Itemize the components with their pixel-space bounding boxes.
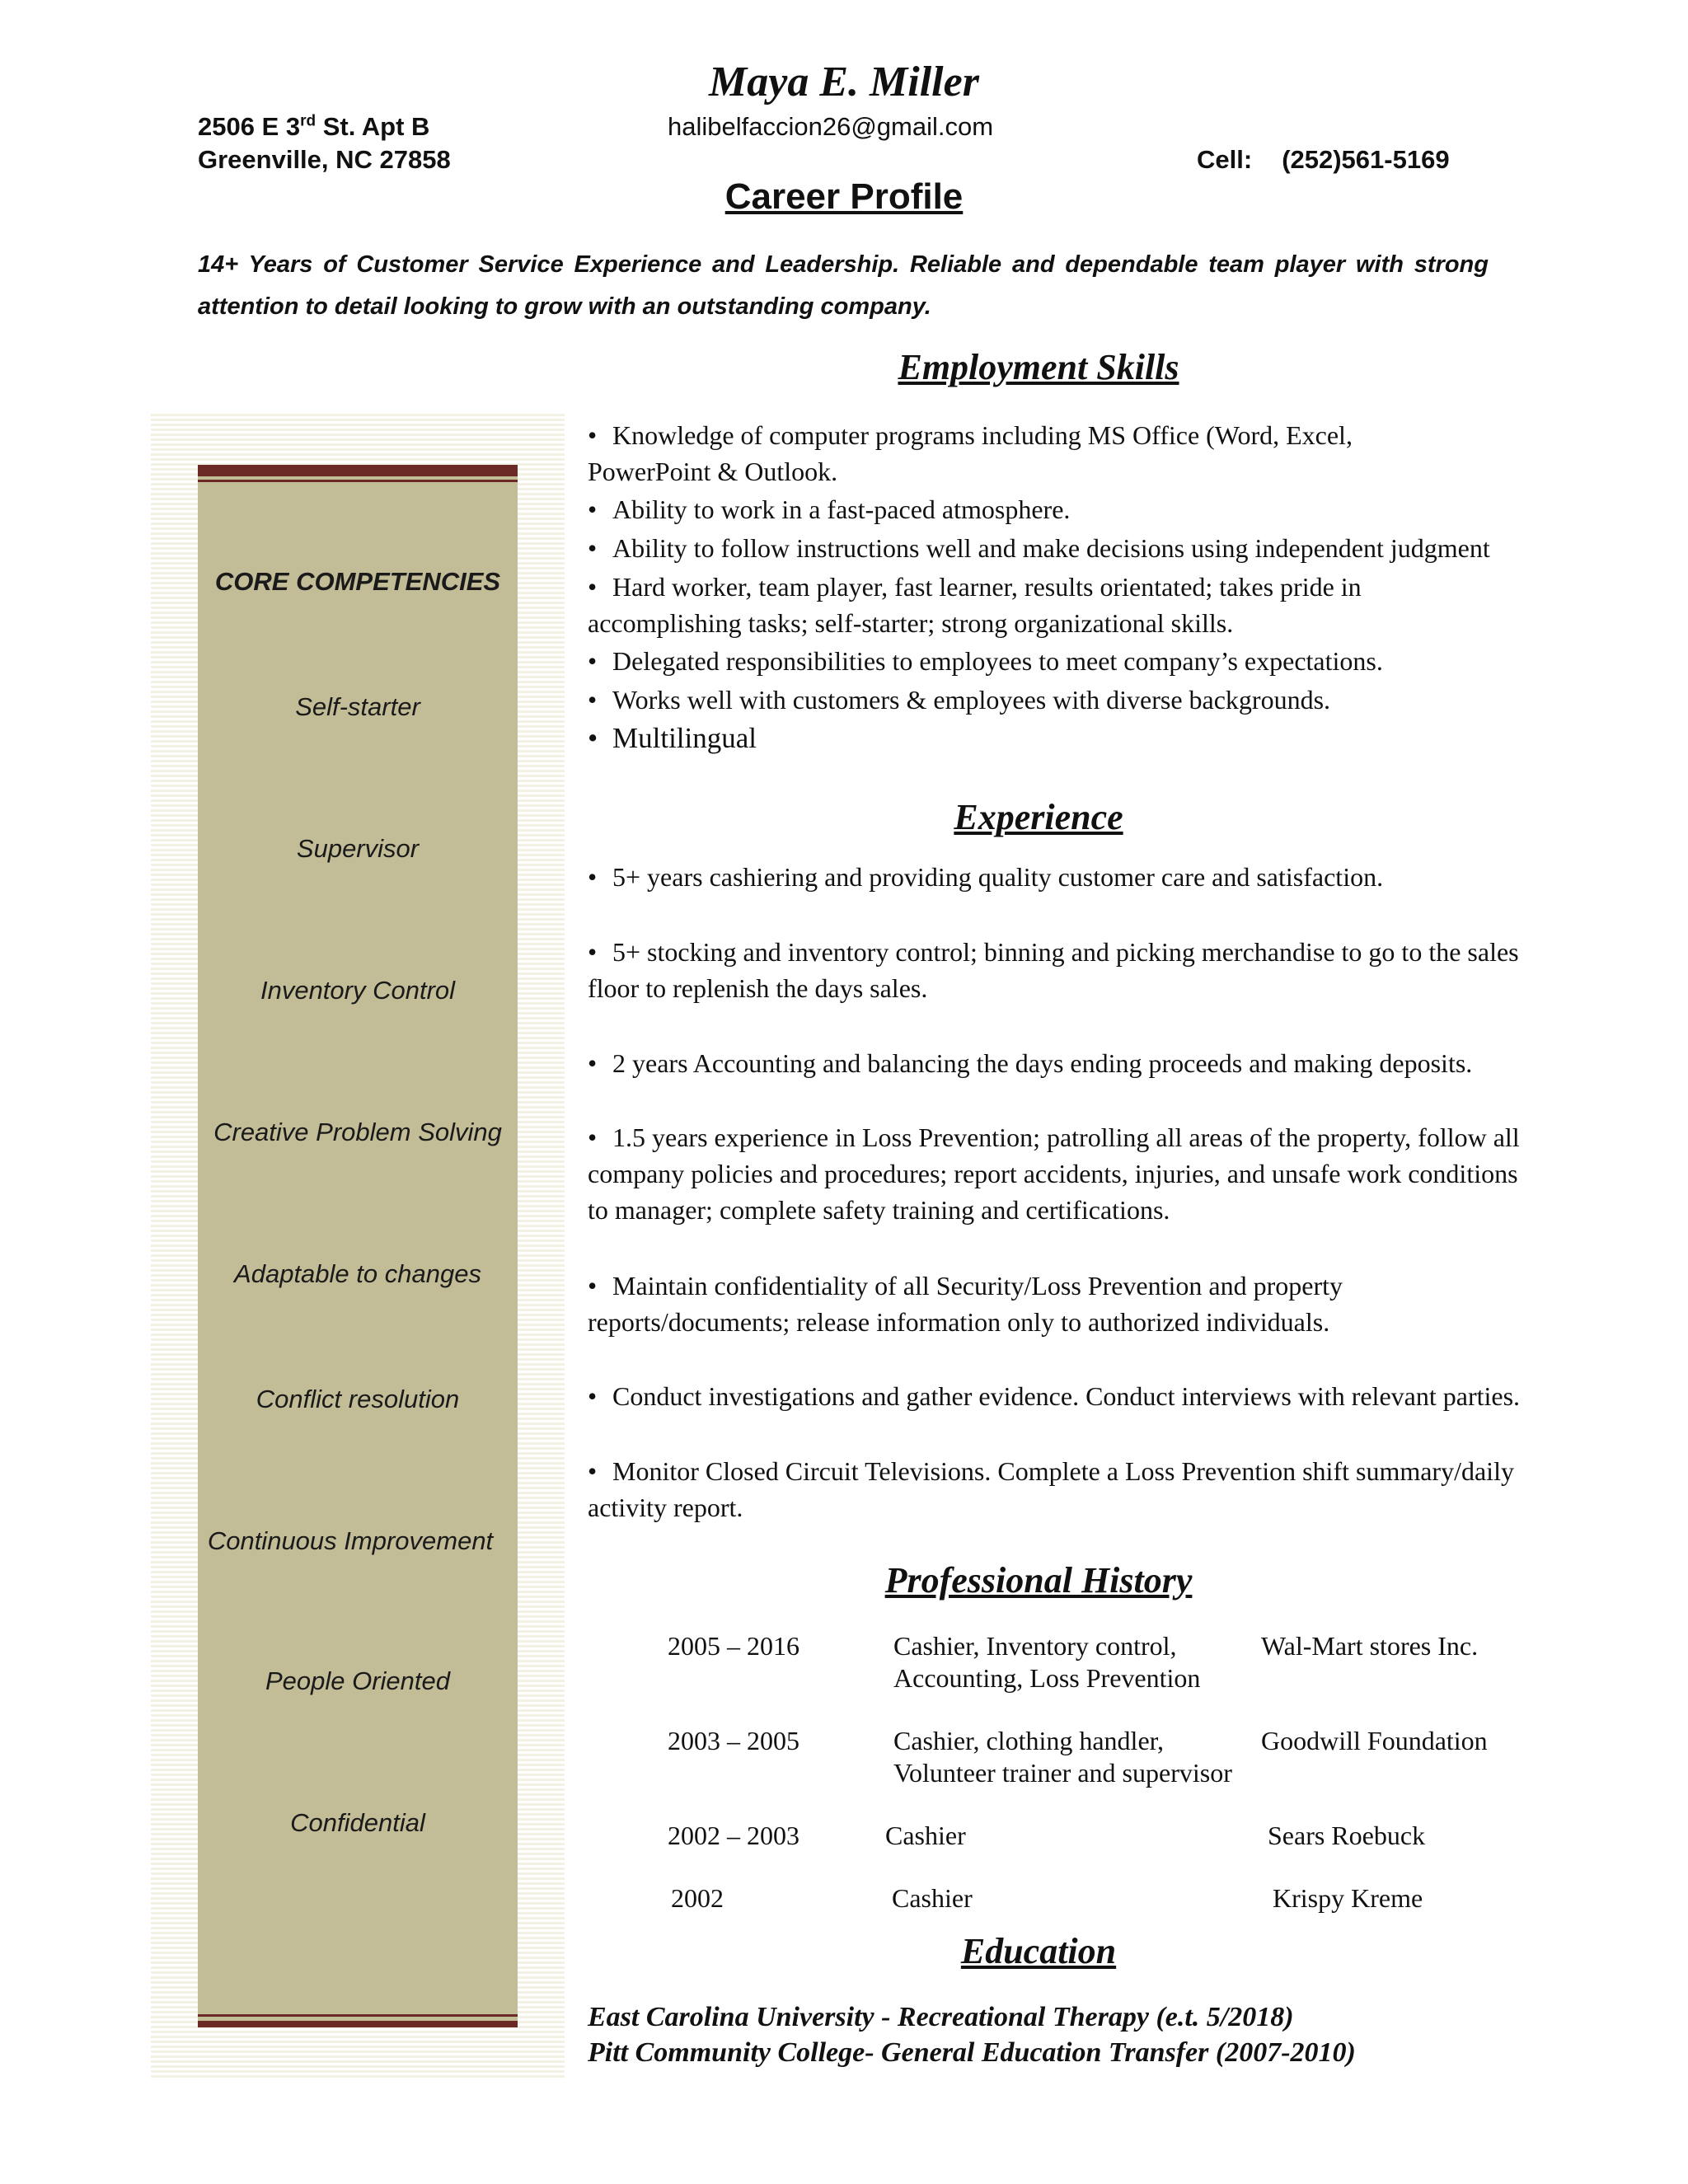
career-profile-title: Career Profile bbox=[724, 176, 964, 217]
competency-item: Conflict resolution bbox=[256, 1385, 460, 1413]
history-employer: Wal-Mart stores Inc. bbox=[1261, 1631, 1479, 1661]
experience-title: Experience bbox=[954, 797, 1123, 837]
competency-item: Continuous Improvement bbox=[207, 1526, 494, 1555]
experience-item: • Conduct investigations and gather evidence. Conduct interviews with relevant parties. bbox=[588, 1381, 1521, 1411]
competency-item: Adaptable to changes bbox=[234, 1259, 481, 1288]
professional-history-title: Professional History bbox=[884, 1560, 1193, 1601]
skill-item: • Multilingual bbox=[588, 722, 757, 754]
cell-phone bbox=[1197, 145, 1450, 175]
competency-item: Inventory Control bbox=[260, 976, 456, 1005]
cell-number: (252)561-5169 bbox=[1282, 145, 1450, 174]
email-address: halibelfaccion26@gmail.com bbox=[668, 112, 994, 141]
history-role: Cashier, Inventory control, Accounting, Loss Prevention bbox=[893, 1631, 1201, 1693]
experience-item: • 5+ stocking and inventory control; binning and picking merchandise to go to the sales floor to replenish the days sales. bbox=[588, 937, 1519, 1003]
history-years: 2003 – 2005 bbox=[668, 1726, 799, 1755]
history-years: 2002 bbox=[671, 1883, 724, 1913]
experience-item: • Monitor Closed Circuit Televisions. Complete a Loss Prevention shift summary/daily activity report. bbox=[588, 1456, 1514, 1522]
panel-top-rule bbox=[198, 465, 518, 476]
competency-item: People Oriented bbox=[265, 1666, 451, 1695]
experience-item: • 5+ years cashiering and providing quality customer care and satisfaction. bbox=[588, 862, 1384, 892]
competency-item: Self-starter bbox=[295, 692, 420, 721]
panel-top-rule-thin bbox=[198, 480, 518, 482]
skill-item: • Works well with customers & employees with diverse backgrounds. bbox=[588, 685, 1331, 715]
education-entry: Pitt Community College- General Education Transfer (2007-2010) bbox=[588, 2037, 1356, 2068]
history-years: 2002 – 2003 bbox=[668, 1821, 799, 1850]
education-entry: East Carolina University - Recreational Therapy (e.t. 5/2018) bbox=[588, 2002, 1294, 2032]
career-summary: 14+ Years of Customer Service Experience and Leadership. Reliable and dependable team player with strong attention to detail looking to grow with an outstanding company. bbox=[198, 251, 1489, 320]
competency-item: Supervisor bbox=[296, 834, 420, 863]
resume-name: Maya E. Miller bbox=[709, 59, 979, 105]
history-years: 2005 – 2016 bbox=[668, 1631, 799, 1661]
core-competencies-heading: CORE COMPETENCIES bbox=[214, 567, 501, 596]
history-role: Cashier bbox=[892, 1883, 973, 1913]
skill-item: • Delegated responsibilities to employees to meet company’s expectations. bbox=[588, 646, 1383, 676]
history-employer: Goodwill Foundation bbox=[1261, 1726, 1488, 1755]
employment-skills-title: Employment Skills bbox=[898, 347, 1179, 387]
address-line-2: Greenville, NC 27858 bbox=[198, 145, 451, 174]
history-employer: Krispy Kreme bbox=[1273, 1883, 1423, 1913]
address-line-1: 2506 E 3rd St. Apt B bbox=[198, 112, 430, 141]
skill-item: • Knowledge of computer programs including MS Office (Word, Excel, PowerPoint & Outlook. bbox=[588, 420, 1353, 486]
panel-bottom-rule bbox=[198, 2021, 518, 2027]
competency-item: Confidential bbox=[290, 1808, 425, 1837]
history-role: Cashier bbox=[885, 1821, 966, 1850]
experience-item: • 1.5 years experience in Loss Prevention; patrolling all areas of the property, follow all company policies and procedures; report accidents, injuries, and unsafe work conditions to manager; complete safety training and certifications. bbox=[588, 1122, 1520, 1225]
experience-item: • Maintain confidentiality of all Security/Loss Prevention and property reports/documents; release information only to authorized individuals. bbox=[588, 1271, 1343, 1337]
education-title: Education bbox=[960, 1931, 1117, 1971]
history-employer: Sears Roebuck bbox=[1268, 1821, 1426, 1850]
skill-item: • Hard worker, team player, fast learner, results orientated; takes pride in accomplishing tasks; self-starter; strong organizational skills. bbox=[588, 572, 1362, 638]
experience-item: • 2 years Accounting and balancing the days ending proceeds and making deposits. bbox=[588, 1048, 1473, 1078]
panel-bottom-rule-thin bbox=[198, 2014, 518, 2017]
history-role: Cashier, clothing handler, Volunteer trainer and supervisor bbox=[893, 1726, 1232, 1788]
cell-label: Cell: bbox=[1197, 145, 1253, 174]
competency-item: Creative Problem Solving bbox=[213, 1118, 502, 1146]
skill-item: • Ability to follow instructions well and make decisions using independent judgment bbox=[588, 533, 1490, 563]
skill-item: • Ability to work in a fast-paced atmosphere. bbox=[588, 494, 1071, 524]
